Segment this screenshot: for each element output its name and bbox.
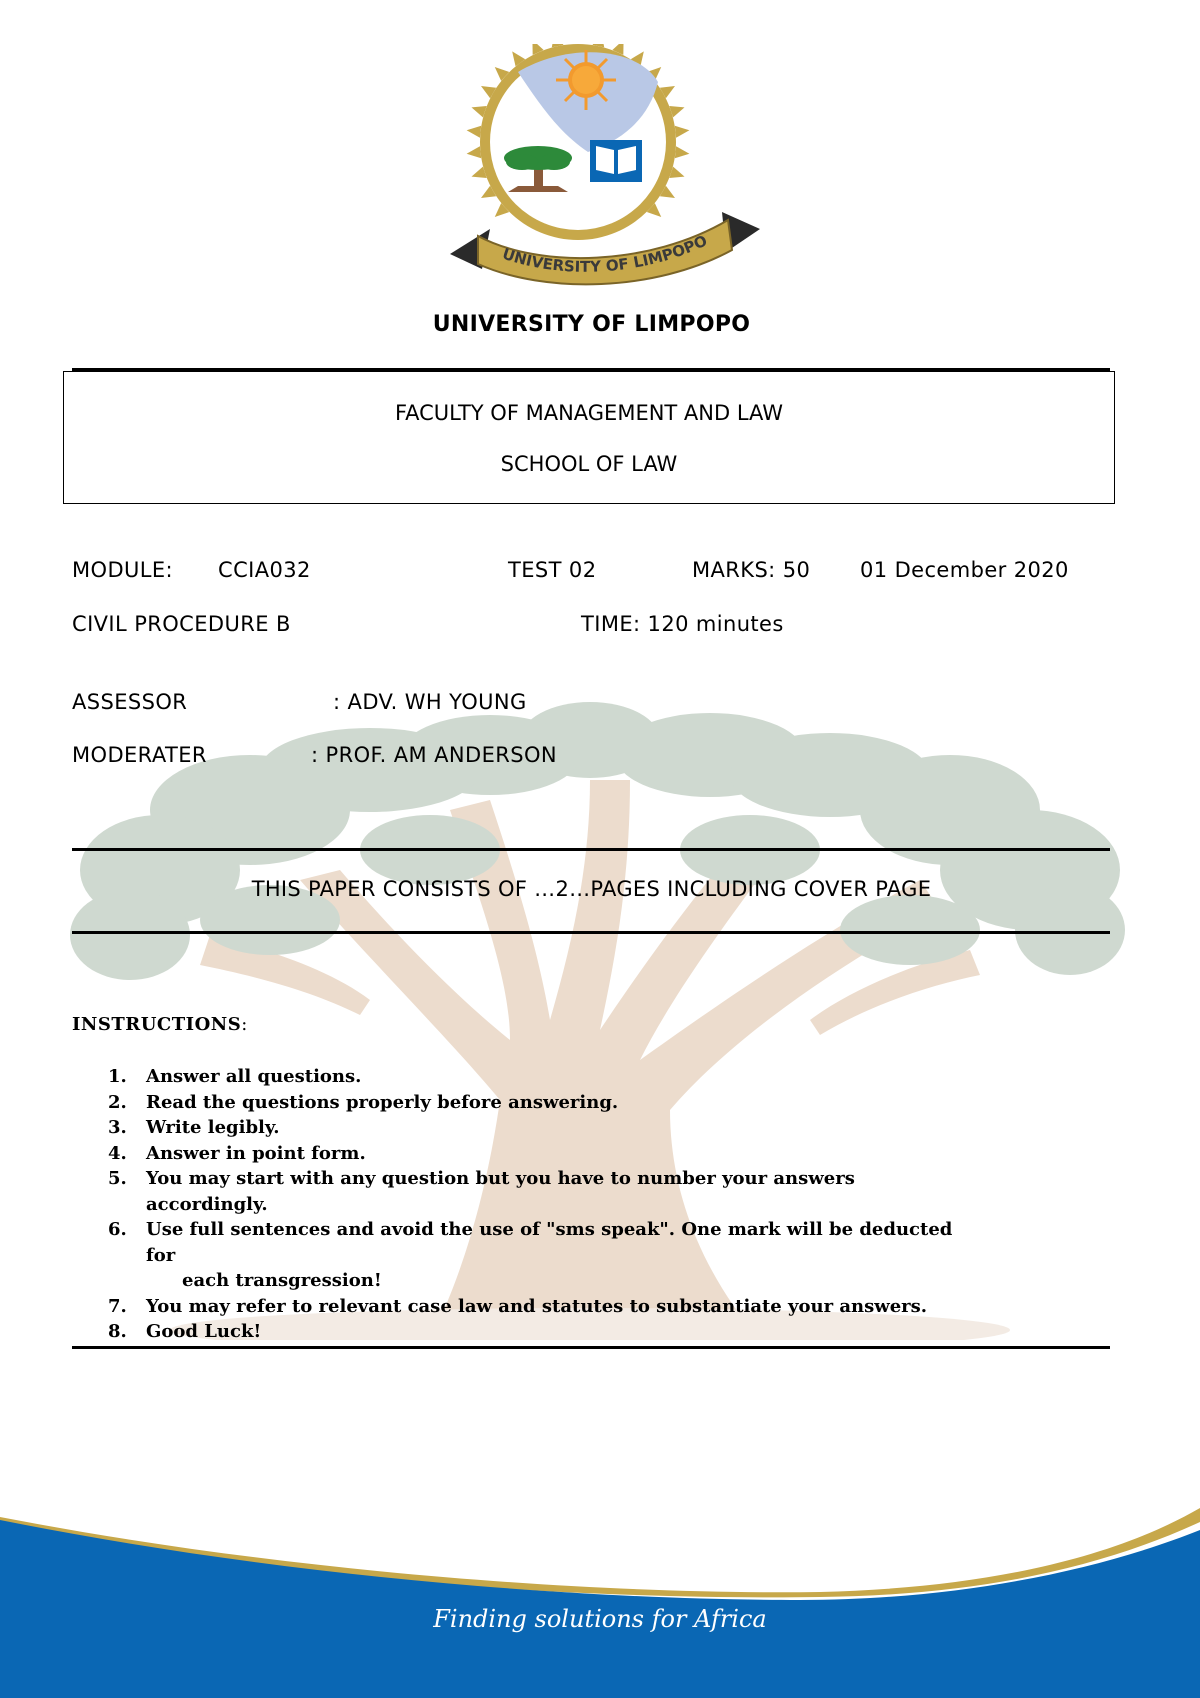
moderator-label: MODERATER <box>72 743 207 767</box>
university-title: UNIVERSITY OF LIMPOPO <box>432 312 751 337</box>
divider-line <box>72 1346 1110 1349</box>
footer-wave <box>0 1500 1200 1698</box>
instructions-list <box>72 1064 972 1345</box>
list-item: 1. Answer all questions. <box>108 1066 362 1087</box>
page-count-banner: THIS PAPER CONSISTS OF …2…PAGES INCLUDING COVER PAGE <box>251 877 932 901</box>
logo-ribbon-text: UNIVERSITY OF LIMPOPO <box>500 231 710 276</box>
module-label: MODULE: <box>72 558 174 582</box>
module-code: CCIA032 <box>218 558 311 582</box>
university-logo <box>450 44 760 294</box>
list-item: 8. Good Luck! <box>108 1321 262 1342</box>
instructions-heading: INSTRUCTIONS: <box>72 1014 248 1035</box>
divider-line <box>72 848 1110 851</box>
list-item: 6. Use full sentences and avoid the use of "sms speak". One mark will be deducted for each transgression! <box>108 1219 953 1291</box>
module-name: CIVIL PROCEDURE B <box>72 612 291 636</box>
footer-slogan: Finding solutions for Africa <box>433 1605 767 1633</box>
list-item: 2. Read the questions properly before answering. <box>108 1091 619 1113</box>
list-item: 7. You may refer to relevant case law and statutes to substantiate your answers. <box>108 1295 928 1317</box>
faculty-name: FACULTY OF MANAGEMENT AND LAW <box>394 401 784 425</box>
moderator-value: : PROF. AM ANDERSON <box>311 743 558 767</box>
faculty-box <box>63 371 1115 504</box>
marks: MARKS: 50 <box>692 558 811 582</box>
list-item: 4. Answer in point form. <box>108 1142 366 1164</box>
school-name: SCHOOL OF LAW <box>500 452 678 476</box>
assessor-label: ASSESSOR <box>72 690 188 714</box>
list-item: 5. You may start with any question but you have to number your answers accordingly. <box>108 1168 855 1215</box>
list-item: 3. Write legibly. <box>108 1117 280 1138</box>
divider-line <box>72 931 1110 934</box>
exam-time: TIME: 120 minutes <box>581 612 784 636</box>
assessor-value: : ADV. WH YOUNG <box>333 690 527 714</box>
exam-date: 01 December 2020 <box>860 558 1069 582</box>
test-number: TEST 02 <box>508 558 597 582</box>
